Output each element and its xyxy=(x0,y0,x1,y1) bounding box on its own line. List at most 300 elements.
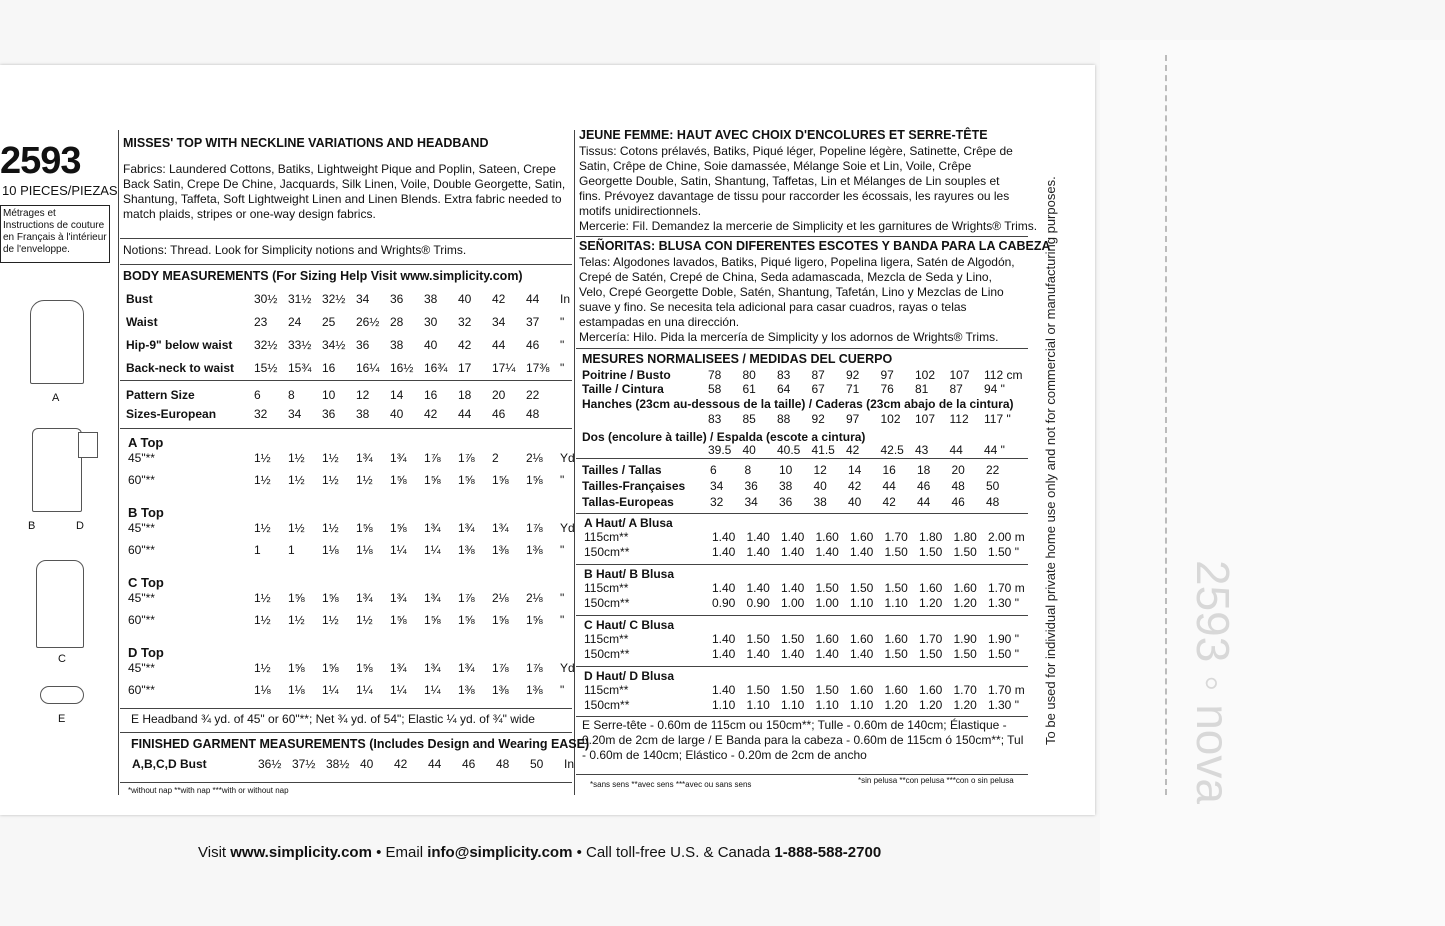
rule xyxy=(576,564,1028,565)
metric-size-row-cell: 38 xyxy=(779,479,793,493)
metric-size-row-cell: 6 xyxy=(710,463,717,477)
metric-yardage-row-label: 115cm** xyxy=(584,530,629,544)
body-row-cell: 26½ xyxy=(356,315,380,329)
body-row-cell: 16 xyxy=(322,361,336,375)
envelope-flap xyxy=(1100,40,1445,926)
body-row-cell: 28 xyxy=(390,315,404,329)
spanish-title: SEÑORITAS: BLUSA CON DIFERENTES ESCOTES Y BANDA PARA LA CABEZA xyxy=(579,239,1051,253)
rule xyxy=(120,380,572,381)
yardage-row-cell: 1⅝ xyxy=(390,473,407,487)
metric-yardage-row-cell: 1.10 xyxy=(781,698,805,712)
rule xyxy=(576,513,1028,514)
body-row-cell: 16½ xyxy=(390,361,414,375)
metric-yardage-row-cell: 1.20 xyxy=(919,698,943,712)
metric-yardage-row-cell: 1.50 xyxy=(746,632,770,646)
metric-yardage-row-label: 150cm** xyxy=(584,545,630,559)
metric-size-row-cell: 44 xyxy=(917,495,931,509)
yardage-row-cell: 1⅝ xyxy=(322,591,339,605)
yardage-row-cell: 1⅛ xyxy=(322,543,339,557)
finished-row-cell: 38½ xyxy=(326,757,350,771)
yardage-row-cell: 1⅞ xyxy=(458,451,475,465)
yardage-row-cell: 1¾ xyxy=(356,591,373,605)
body-row-cell: 40 xyxy=(458,292,472,306)
yardage-row-label: 45"** xyxy=(128,661,155,675)
yardage-row-cell: 1⅜ xyxy=(458,683,475,697)
metric-yardage-row-cell: 1.10 xyxy=(850,596,874,610)
size-row-cell: 34 xyxy=(288,407,302,421)
metric-yardage-row-cell: 1.10 xyxy=(850,698,874,712)
contact-footer xyxy=(198,844,881,861)
metric-yardage-row-cell: 1.40 xyxy=(712,647,736,661)
metric-yardage-row-cell: 1.10 xyxy=(815,698,839,712)
yardage-row-cell: 1⅝ xyxy=(526,613,543,627)
rule xyxy=(120,732,572,733)
metric-yardage-row-cell: 1.10 xyxy=(712,698,736,712)
body-row-cell: 15½ xyxy=(254,361,278,375)
yardage-view-title: A Top xyxy=(128,435,164,450)
yardage-row-cell: 1½ xyxy=(288,613,305,627)
metric-body-row-cell: 87 xyxy=(949,382,963,396)
body-row-cell: 15¾ xyxy=(288,361,312,375)
metric-body-row-cell: 97 xyxy=(880,368,894,382)
yardage-row-cell: 1⅝ xyxy=(492,473,509,487)
yardage-row-cell: 1½ xyxy=(322,451,339,465)
metric-yardage-row-cell: 1.50 xyxy=(781,683,805,697)
metric-size-row-cell: 36 xyxy=(744,479,758,493)
metric-yardage-row-label: 150cm** xyxy=(584,596,630,610)
size-row-cell: 44 xyxy=(458,407,472,421)
size-row-cell: 40 xyxy=(390,407,404,421)
metric-yardage-row-cell: 1.10 xyxy=(884,596,908,610)
finished-row-cell: 42 xyxy=(394,757,408,771)
yardage-row-cell: Yd xyxy=(560,661,575,675)
metric-body-row-cell: 61 xyxy=(742,382,756,396)
metric-yardage-row-cell: 1.70 xyxy=(919,632,943,646)
yardage-row-cell: 1⅝ xyxy=(390,613,407,627)
metric-size-row-cell: 50 xyxy=(986,479,1000,493)
yardage-row-cell: " xyxy=(560,543,565,557)
size-row-cell: 36 xyxy=(322,407,336,421)
hanches-cell: 92 xyxy=(811,412,825,426)
yardage-row-cell: 1¾ xyxy=(424,661,441,675)
yardage-row-cell: 1½ xyxy=(254,451,271,465)
yardage-row-cell: Yd xyxy=(560,521,575,535)
metric-body-row-cell: 71 xyxy=(846,382,860,396)
body-row-cell: 16¼ xyxy=(356,361,380,375)
metric-yardage-row-cell: 1.40 xyxy=(781,581,805,595)
metric-body-row-cell: 58 xyxy=(708,382,722,396)
body-row-cell: 30½ xyxy=(254,292,278,306)
body-row-cell: 42 xyxy=(492,292,506,306)
size-row-cell: 46 xyxy=(492,407,506,421)
metric-yardage-row-cell: 1.40 xyxy=(712,683,736,697)
size-row-cell: 10 xyxy=(322,388,336,402)
metric-size-row-cell: 14 xyxy=(848,463,862,477)
metric-size-row-cell: 32 xyxy=(710,495,724,509)
yardage-row-cell: 1¼ xyxy=(356,683,373,697)
yardage-row-cell: 1½ xyxy=(254,613,271,627)
body-row-cell: " xyxy=(560,361,565,375)
metric-yardage-row-cell: 1.00 xyxy=(781,596,805,610)
finished-row-cell: 48 xyxy=(496,757,510,771)
left-divider xyxy=(118,130,119,795)
hanches-label: Hanches (23cm au-dessous de la taille) / Caderas (23cm abajo de la cintura) xyxy=(582,397,1014,411)
size-row-label: Pattern Size xyxy=(126,388,195,402)
dos-cell: 44 xyxy=(949,443,963,457)
pieces-count: 10 PIECES/PIEZAS xyxy=(2,183,118,198)
yardage-row-cell: 1¾ xyxy=(458,661,475,675)
metric-yardage-row-cell: 1.50 xyxy=(919,545,943,559)
french-title: JEUNE FEMME: HAUT AVEC CHOIX D'ENCOLURES ET SERRE-TÊTE xyxy=(579,128,988,142)
yardage-row-cell: " xyxy=(560,613,565,627)
yardage-row-cell: 2⅛ xyxy=(526,451,543,465)
body-row-cell: 31½ xyxy=(288,292,312,306)
yardage-row-cell: 1⅝ xyxy=(288,661,305,675)
yardage-row-cell: 1⅝ xyxy=(424,473,441,487)
english-title: MISSES' TOP WITH NECKLINE VARIATIONS AND HEADBAND xyxy=(123,136,489,150)
yardage-row-label: 45"** xyxy=(128,521,155,535)
metric-size-row-cell: 16 xyxy=(882,463,896,477)
yardage-row-cell: 1½ xyxy=(322,613,339,627)
yardage-row-cell: 1½ xyxy=(288,451,305,465)
metric-body-row-cell: 87 xyxy=(811,368,825,382)
body-row-cell: 44 xyxy=(492,338,506,352)
finished-row-cell: In xyxy=(564,757,575,771)
body-row-cell: 40 xyxy=(424,338,438,352)
english-notions: Notions: Thread. Look for Simplicity notions and Wrights® Trims. xyxy=(123,243,467,257)
yardage-row-cell: 1⅛ xyxy=(254,683,271,697)
metric-yardage-row-label: 115cm** xyxy=(584,683,629,697)
rule xyxy=(576,348,1028,349)
english-fabrics: Fabrics: Laundered Cottons, Batiks, Lightweight Pique and Poplin, Sateen, Crepe Back Satin, Crepe De Chine, Jacquards, Silk Linen, Voile, Double Georgette, Satin, Shantung, Taffeta, Soft Lightweight Linen and Linen Blends. Extra fabric needed to match plaids, stripes or one-way design fabrics. xyxy=(123,162,566,221)
rule xyxy=(576,774,1028,775)
footer-visit: Visit xyxy=(198,844,231,861)
view-e-headband-sketch xyxy=(40,686,84,704)
hanches-cell: 85 xyxy=(742,412,756,426)
metric-size-row-cell: 12 xyxy=(813,463,827,477)
finished-measurements-header: FINISHED GARMENT MEASUREMENTS (Includes Design and Wearing EASE) xyxy=(131,737,590,751)
metric-size-row-cell: 46 xyxy=(951,495,965,509)
metric-body-row-cell: 94 " xyxy=(984,382,1005,396)
metric-yardage-row-cell: 2.00 m xyxy=(988,530,1025,544)
metric-size-row-cell: 34 xyxy=(744,495,758,509)
size-row-cell: 32 xyxy=(254,407,268,421)
yardage-view-title: D Top xyxy=(128,645,164,660)
body-row-cell: 33½ xyxy=(288,338,312,352)
yardage-row-cell: 1⅞ xyxy=(492,661,509,675)
metric-yardage-row-cell: 1.60 xyxy=(919,683,943,697)
body-row-cell: 17¼ xyxy=(492,361,516,375)
body-row-label: Waist xyxy=(126,315,158,329)
yardage-view-title: B Top xyxy=(128,505,164,520)
french-tissus: Tissus: Cotons prélavés, Batiks, Piqué léger, Popeline légère, Satinette, Crêpe de Satin, Crêpe de Chine, Soie damassée, Mélange Soie et Lin, Voile, Crêpe Georgette Double, Satin, Shantung, Taffetas, Lin et Mélanges de Lin souples et fins. Prévoyez davantage de tissu pour raccorder les écossais, les rayures ou les motifs unidirectionnels. xyxy=(579,144,1013,218)
body-row-cell: 24 xyxy=(288,315,302,329)
metric-yardage-row-cell: 1.50 " xyxy=(988,647,1019,661)
metric-size-row-cell: 8 xyxy=(744,463,752,477)
metric-yardage-row-cell: 1.50 xyxy=(919,647,943,661)
rule xyxy=(120,708,572,709)
metric-size-row-cell: 38 xyxy=(813,495,827,509)
yardage-row-cell: 1¾ xyxy=(424,521,441,535)
metric-yardage-row-cell: 1.40 xyxy=(746,581,770,595)
metric-size-row-cell: 22 xyxy=(986,463,1000,477)
metric-size-row-label: Tailles-Françaises xyxy=(582,479,686,493)
metric-yardage-row-cell: 1.40 xyxy=(712,632,736,646)
dos-cell: 42 xyxy=(846,443,860,457)
rule xyxy=(120,238,572,239)
body-row-cell: 17⅜ xyxy=(526,361,550,375)
metric-yardage-row-cell: 1.00 xyxy=(815,596,839,610)
hanches-cell: 117 " xyxy=(984,412,1011,426)
yardage-row-cell: 1¾ xyxy=(390,591,407,605)
body-row-cell: 38 xyxy=(424,292,438,306)
yardage-row-cell: 1½ xyxy=(356,473,373,487)
metric-yardage-row-cell: 1.90 " xyxy=(988,632,1019,646)
rule xyxy=(576,458,1028,459)
metric-yardage-row-cell: 1.70 m xyxy=(988,581,1025,595)
view-b-sketch xyxy=(32,428,82,512)
spanish-telas: Telas: Algodones lavados, Batiks, Piqué ligero, Popelina ligera, Satén de Algodón, Crepé de Satén, Crepé de China, Seda adamascada, Mezcla de Seda y Lino, Velo, Crepé Georgette Doble, Satén, Shantung, Tafetán, Lino y Mezclas de Lino suave y fino. Se necesita tela adicional para casar cuadros, rayas o telas estampadas en una dirección. xyxy=(579,255,1015,329)
yardage-row-cell: 1 xyxy=(288,543,295,557)
yardage-row-cell: Yd xyxy=(560,451,575,465)
size-row-cell: 22 xyxy=(526,388,540,402)
metric-body-row-label: Poitrine / Busto xyxy=(582,368,671,382)
finished-row-cell: 50 xyxy=(530,757,544,771)
metric-yardage-view-title: D Haut/ D Blusa xyxy=(584,669,675,683)
hanches-cell: 102 xyxy=(880,412,901,426)
footer-email-label: • Email xyxy=(371,844,428,861)
french-mercerie: Mercerie: Fil. Demandez la mercerie de Simplicity et les garnitures de Wrights® Trims. xyxy=(579,219,1038,233)
yardage-row-cell: 1⅜ xyxy=(458,543,475,557)
flap-fold-line xyxy=(1165,55,1170,795)
yardage-row-cell: 1⅞ xyxy=(424,451,441,465)
yardage-row-cell: " xyxy=(560,473,565,487)
body-row-cell: 25 xyxy=(322,315,336,329)
yardage-row-cell: 1¾ xyxy=(492,521,509,535)
metric-yardage-row-cell: 1.60 xyxy=(815,530,839,544)
yardage-row-cell: 1¼ xyxy=(390,543,407,557)
body-row-cell: 23 xyxy=(254,315,268,329)
dos-cell: 42.5 xyxy=(880,443,904,457)
metric-body-row-label: Taille / Cintura xyxy=(582,382,664,396)
metric-yardage-row-cell: 1.40 xyxy=(712,530,736,544)
metric-body-row-cell: 64 xyxy=(777,382,791,396)
metric-yardage-row-cell: 1.50 xyxy=(884,581,908,595)
body-row-cell: 32 xyxy=(458,315,472,329)
metric-yardage-row-cell: 1.80 xyxy=(919,530,943,544)
yardage-row-cell: 1⅝ xyxy=(356,521,373,535)
rule xyxy=(120,782,572,783)
metric-yardage-row-cell: 1.60 xyxy=(815,632,839,646)
yardage-row-cell: 1½ xyxy=(254,521,271,535)
metric-yardage-row-cell: 1.60 xyxy=(884,632,908,646)
yardage-row-cell: 1⅝ xyxy=(458,613,475,627)
metric-size-row-cell: 44 xyxy=(882,479,896,493)
rule xyxy=(120,428,572,429)
yardage-row-cell: 1⅝ xyxy=(458,473,475,487)
body-measurements-header: BODY MEASUREMENTS (For Sizing Help Visit www.simplicity.com) xyxy=(123,269,523,283)
metric-body-row-cell: 76 xyxy=(880,382,894,396)
body-row-cell: 42 xyxy=(458,338,472,352)
metric-yardage-row-cell: 1.40 xyxy=(781,530,805,544)
metric-yardage-row-label: 150cm** xyxy=(584,698,630,712)
yardage-row-cell: 1½ xyxy=(288,521,305,535)
mirrored-print-through: 2593 ◦ nova xyxy=(1187,560,1239,804)
metric-yardage-row-cell: 1.60 xyxy=(884,683,908,697)
yardage-row-cell: 1⅜ xyxy=(526,543,543,557)
body-row-cell: 30 xyxy=(424,315,438,329)
pattern-number: 2593 xyxy=(0,140,81,182)
yardage-row-label: 60"** xyxy=(128,683,155,697)
metric-yardage-row-cell: 1.60 xyxy=(919,581,943,595)
metric-body-row-cell: 78 xyxy=(708,368,722,382)
body-row-cell: 36 xyxy=(390,292,404,306)
serre-tete-yardage: E Serre-tête - 0.60m de 115cm ou 150cm**; Tulle - 0.60m de 140cm; Élastique - 0.20m de 2cm de large / E Banda para la cabeza - 0.60m de 115cm ó 150cm**; Tul - 0.60m de 140cm; Elástico - 0.20m de 2cm de ancho xyxy=(582,718,1024,762)
metric-yardage-row-cell: 1.40 xyxy=(712,581,736,595)
metric-size-row-cell: 40 xyxy=(813,479,827,493)
metric-size-row-label: Tallas-Europeas xyxy=(582,495,674,509)
metric-yardage-row-cell: 1.40 xyxy=(850,545,874,559)
size-row-cell: 38 xyxy=(356,407,370,421)
footer-website: www.simplicity.com xyxy=(230,844,372,861)
yardage-row-cell: 1¼ xyxy=(390,683,407,697)
metric-yardage-row-cell: 1.70 xyxy=(953,683,977,697)
hanches-cell: 112 xyxy=(949,412,969,426)
metric-size-row-cell: 42 xyxy=(882,495,896,509)
yardage-row-cell: 1⅝ xyxy=(288,591,305,605)
view-c-label: C xyxy=(58,653,66,665)
metric-size-row-cell: 36 xyxy=(779,495,793,509)
rule xyxy=(120,264,572,265)
metric-yardage-view-title: A Haut/ A Blusa xyxy=(584,516,673,530)
french-footnote: *sans sens **avec sens ***avec ou sans sens xyxy=(590,780,752,789)
yardage-row-cell: 1¼ xyxy=(424,683,441,697)
english-footnote: *without nap **with nap ***with or without nap xyxy=(128,786,289,795)
footer-email: info@simplicity.com xyxy=(427,844,573,861)
body-row-cell: 16¾ xyxy=(424,361,448,375)
metric-size-row-cell: 48 xyxy=(986,495,1000,509)
yardage-row-cell: 1⅜ xyxy=(492,543,509,557)
view-e-label: E xyxy=(58,713,66,725)
rule xyxy=(576,716,1028,717)
hanches-cell: 88 xyxy=(777,412,791,426)
body-row-cell: 34½ xyxy=(322,338,346,352)
footer-phone: 1-888-588-2700 xyxy=(774,844,882,861)
yardage-row-cell: 2⅛ xyxy=(492,591,509,605)
metric-yardage-row-label: 115cm** xyxy=(584,581,629,595)
yardage-row-cell: 1½ xyxy=(288,473,305,487)
metric-body-row-cell: 83 xyxy=(777,368,791,382)
metric-yardage-row-cell: 1.50 xyxy=(953,647,977,661)
size-row-cell: 18 xyxy=(458,388,472,402)
metric-header: MESURES NORMALISEES / MEDIDAS DEL CUERPO xyxy=(582,352,893,366)
metric-yardage-row-cell: 0.90 xyxy=(712,596,736,610)
metric-yardage-row-cell: 1.20 xyxy=(884,698,908,712)
size-row-cell: 20 xyxy=(492,388,506,402)
body-row-cell: In xyxy=(560,292,571,306)
size-row-cell: 48 xyxy=(526,407,540,421)
metric-yardage-view-title: B Haut/ B Blusa xyxy=(584,567,675,581)
metric-body-row-cell: 80 xyxy=(742,368,756,382)
metric-size-row-cell: 20 xyxy=(951,463,965,477)
body-row-cell: 34 xyxy=(356,292,370,306)
metric-yardage-row-cell: 1.50 xyxy=(884,545,908,559)
size-row-label: Sizes-European xyxy=(126,407,217,421)
yardage-row-label: 45"** xyxy=(128,451,155,465)
metric-size-row-cell: 42 xyxy=(848,479,862,493)
metric-yardage-row-cell: 1.30 " xyxy=(988,596,1019,610)
yardage-row-label: 60"** xyxy=(128,473,155,487)
yardage-row-cell: " xyxy=(560,683,565,697)
body-row-cell: 37 xyxy=(526,315,540,329)
metric-yardage-row-cell: 1.90 xyxy=(953,632,977,646)
metric-yardage-row-cell: 1.70 m xyxy=(988,683,1025,697)
body-row-cell: 46 xyxy=(526,338,540,352)
yardage-view-title: C Top xyxy=(128,575,164,590)
size-row-cell: 14 xyxy=(390,388,404,402)
metric-yardage-row-cell: 1.40 xyxy=(815,545,839,559)
metric-yardage-row-cell: 1.50 xyxy=(815,683,839,697)
yardage-row-cell: 1⅝ xyxy=(356,661,373,675)
headband-yardage: E Headband ¾ yd. of 45" or 60"**; Net ¾ yd. of 54"; Elastic ¼ yd. of ¾" wide xyxy=(131,712,535,726)
view-b-label: B xyxy=(28,520,36,532)
metric-yardage-row-cell: 0.90 xyxy=(746,596,770,610)
yardage-row-cell: 1¼ xyxy=(424,543,441,557)
metric-yardage-row-cell: 1.60 xyxy=(953,581,977,595)
metric-size-row-cell: 18 xyxy=(917,463,931,477)
yardage-row-cell: 1½ xyxy=(322,521,339,535)
dos-cell: 40.5 xyxy=(777,443,801,457)
yardage-row-cell: " xyxy=(560,591,565,605)
metric-yardage-row-cell: 1.50 xyxy=(953,545,977,559)
yardage-row-cell: 2⅛ xyxy=(526,591,543,605)
yardage-row-cell: 1¾ xyxy=(458,521,475,535)
dos-cell: 44 " xyxy=(984,443,1005,457)
metric-body-row-cell: 102 xyxy=(915,368,936,382)
metric-yardage-row-cell: 1.40 xyxy=(746,647,770,661)
yardage-row-cell: 1⅞ xyxy=(458,591,475,605)
finished-row-cell: 46 xyxy=(462,757,476,771)
metric-yardage-row-label: 115cm** xyxy=(584,632,629,646)
size-row-cell: 12 xyxy=(356,388,370,402)
yardage-row-cell: 1⅛ xyxy=(288,683,305,697)
yardage-row-cell: 1½ xyxy=(254,591,271,605)
metric-yardage-row-cell: 1.50 xyxy=(746,683,770,697)
metric-yardage-row-cell: 1.20 xyxy=(953,698,977,712)
footer-call: • Call toll-free U.S. & Canada xyxy=(572,844,775,861)
dos-cell: 39.5 xyxy=(708,443,732,457)
metric-body-row-cell: 92 xyxy=(846,368,860,382)
metric-yardage-row-label: 150cm** xyxy=(584,647,630,661)
hanches-cell: 107 xyxy=(915,412,936,426)
metric-size-row-cell: 10 xyxy=(779,463,793,477)
yardage-row-cell: 1½ xyxy=(254,473,271,487)
yardage-row-cell: 1⅛ xyxy=(356,543,373,557)
yardage-row-cell: 1⅝ xyxy=(526,473,543,487)
hanches-cell: 83 xyxy=(708,412,722,426)
body-row-cell: 38 xyxy=(390,338,404,352)
metric-size-row-cell: 40 xyxy=(848,495,862,509)
yardage-row-cell: 1¾ xyxy=(390,451,407,465)
yardage-row-cell: 1¾ xyxy=(356,451,373,465)
body-row-cell: " xyxy=(560,315,565,329)
dos-cell: 43 xyxy=(915,443,929,457)
rule xyxy=(576,666,1028,667)
metric-size-row-cell: 48 xyxy=(951,479,965,493)
yardage-row-label: 45"** xyxy=(128,591,155,605)
yardage-row-cell: 1¾ xyxy=(424,591,441,605)
finished-row-cell: 40 xyxy=(360,757,374,771)
